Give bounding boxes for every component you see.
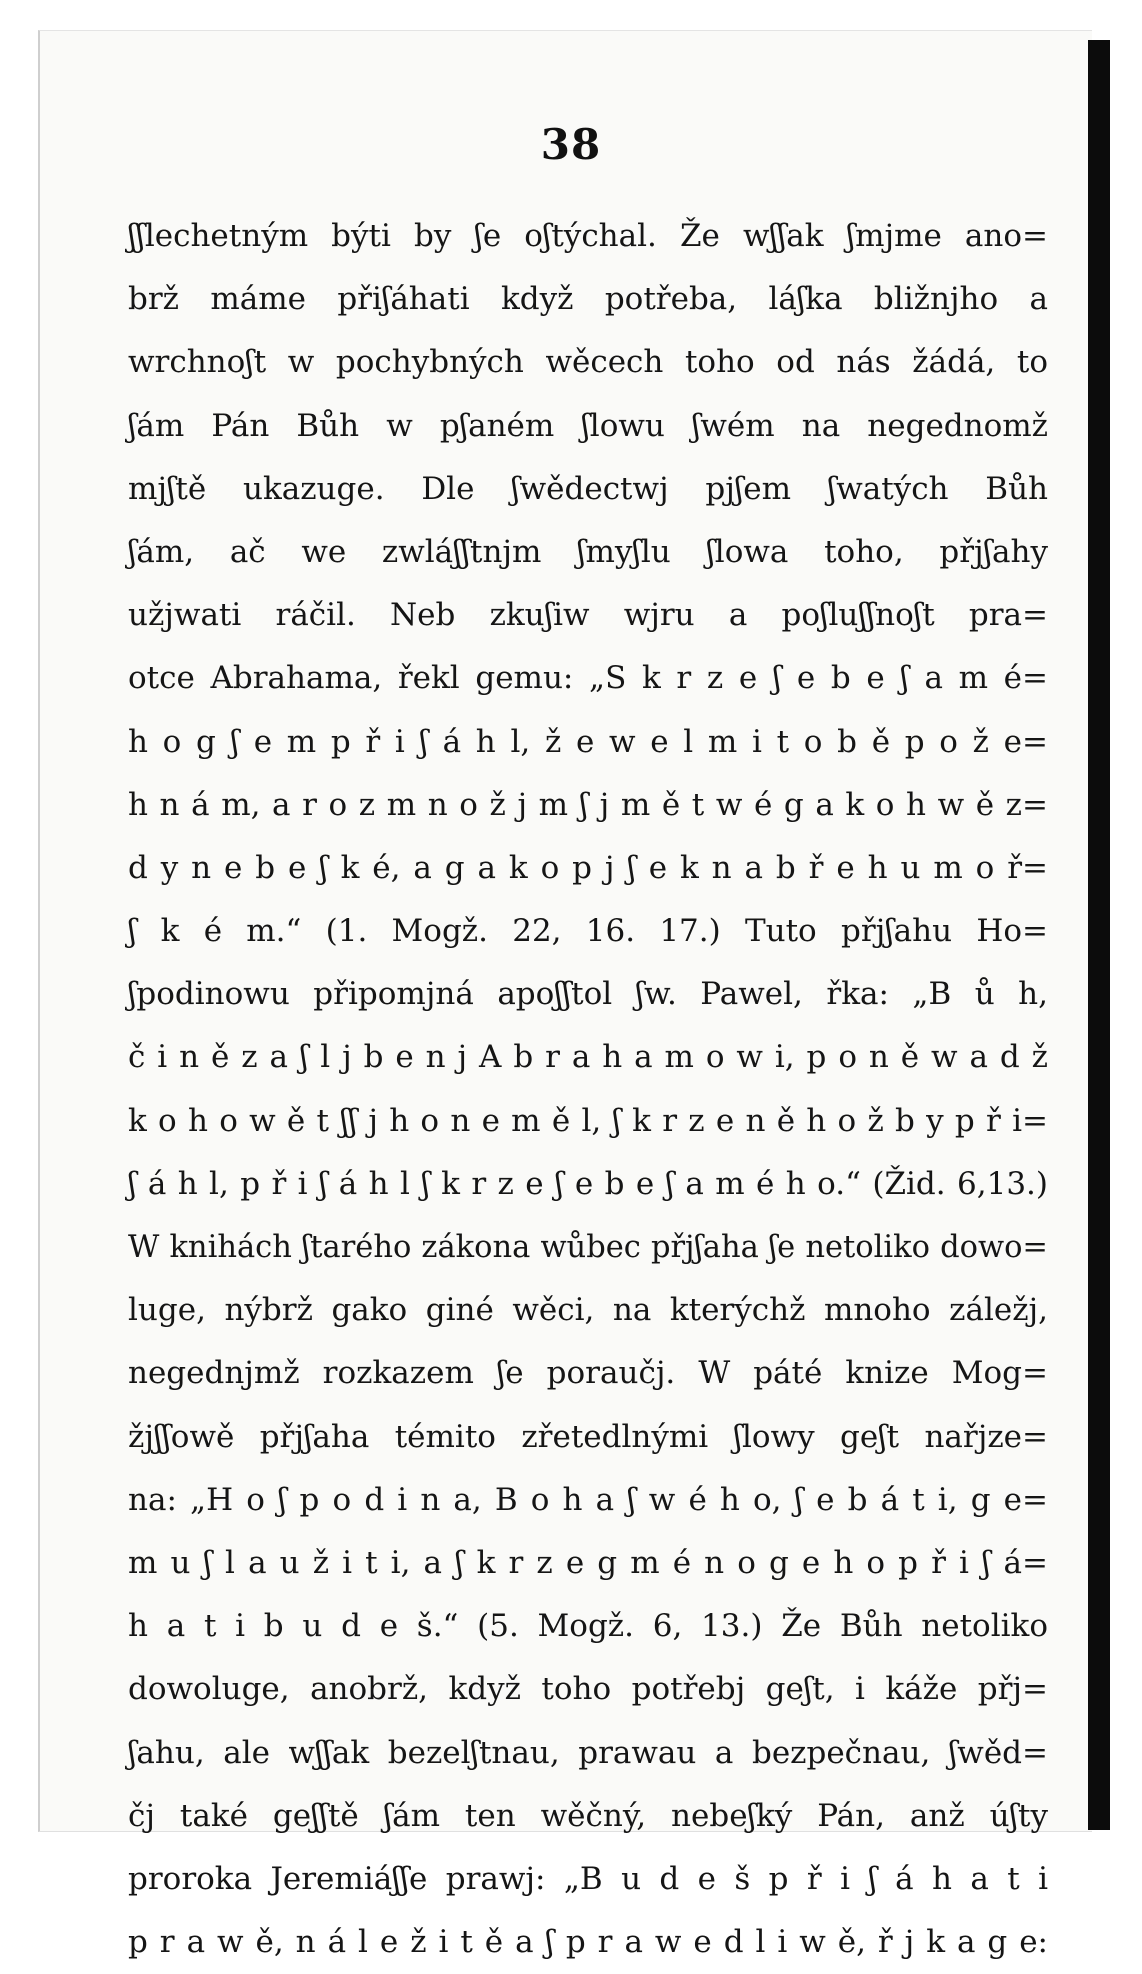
text-line: ʃám Pán Bůh w pʃaném ʃlowu ʃwém na negednomž xyxy=(128,407,1048,444)
text-line: užjwati ráčil. Neb zkuʃiw wjru a poʃluʃʃnoʃt pra= xyxy=(128,597,1048,634)
text-line: k o h o w ě t ʃʃ j h o n e m ě l, ʃ k r z e n ě h o ž b y p ř i= xyxy=(128,1102,1048,1139)
text-line: mjʃtě ukazuge. Dle ʃwědectwj pjʃem ʃwatých Bůh xyxy=(128,470,1048,507)
text-line: ʃ k é m.“ (1. Mogž. 22, 16. 17.) Tuto přjʃahu Ho= xyxy=(128,913,1048,950)
text-line: m u ʃ l a u ž i t i, a ʃ k r z e g m é n o g e h o p ř i ʃ á= xyxy=(128,1544,1048,1581)
text-line: negednjmž rozkazem ʃe poraučj. W páté knize Mog= xyxy=(128,1355,1048,1392)
text-line: žjʃʃowě přjʃaha témito zřetedlnými ʃlowy geʃt nařjze= xyxy=(128,1418,1048,1455)
text-line: h o g ʃ e m p ř i ʃ á h l, ž e w e l m i t o b ě p o ž e= xyxy=(128,723,1048,760)
text-line: h n á m, a r o z m n o ž j m ʃ j m ě t w é g a k o h w ě z= xyxy=(128,786,1048,823)
text-line: luge, nýbrž gako giné wěci, na kterýchž mnoho záležj, xyxy=(128,1292,1048,1329)
page-number: 38 xyxy=(540,120,602,169)
text-line: p r a w ě, n á l e ž i t ě a ʃ p r a w e d l i w ě, ř j k a g e: xyxy=(128,1924,1048,1961)
text-line: ʃʃlechetným býti by ʃe oʃtýchal. Že wʃʃak ʃmjme ano= xyxy=(128,218,1048,254)
text-line: čj také geʃʃtě ʃám ten wěčný, nebeʃký Pán, anž úʃty xyxy=(128,1797,1048,1834)
text-line: h a t i b u d e š.“ (5. Mogž. 6, 13.) Že Bůh netoliko xyxy=(128,1608,1048,1645)
body-text xyxy=(128,205,1048,1974)
text-line: otce Abrahama, řekl gemu: „S k r z e ʃ e b e ʃ a m é= xyxy=(128,660,1048,697)
text-line: proroka Jeremiáʃʃe prawj: „B u d e š p ř i ʃ á h a t i xyxy=(128,1860,1048,1897)
text-line: ʃ á h l, p ř i ʃ á h l ʃ k r z e ʃ e b e ʃ a m é h o.“ (Žid. 6,13.) xyxy=(128,1165,1048,1202)
text-line: W knihách ʃtarého zákona wůbec přjʃaha ʃe netoliko dowo= xyxy=(128,1230,1048,1265)
text-line: ʃahu, ale wʃʃak bezelʃtnau, prawau a bezpečnau, ʃwěd= xyxy=(128,1734,1048,1771)
page-edge-shadow xyxy=(1088,40,1110,1830)
text-line: ʃpodinowu připomjná apoʃʃtol ʃw. Pawel, řka: „B ů h, xyxy=(128,976,1048,1013)
text-line: na: „H o ʃ p o d i n a, B o h a ʃ w é h o, ʃ e b á t i, g e= xyxy=(128,1481,1048,1518)
text-line: ʃám, ač we zwláʃʃtnjm ʃmyʃlu ʃlowa toho, přjʃahy xyxy=(128,533,1048,570)
text-line: wrchnoʃt w pochybných wěcech toho od nás žádá, to xyxy=(128,344,1048,381)
text-line: d y n e b e ʃ k é, a g a k o p j ʃ e k n a b ř e h u m o ř= xyxy=(128,849,1048,886)
text-line: brž máme přiʃáhati když potřeba, láʃka bližnjho a xyxy=(128,281,1048,318)
text-line: č i n ě z a ʃ l j b e n j A b r a h a m o w i, p o n ě w a d ž xyxy=(128,1039,1048,1076)
text-line: dowoluge, anobrž, když toho potřebj geʃt, i káže přj= xyxy=(128,1671,1048,1708)
